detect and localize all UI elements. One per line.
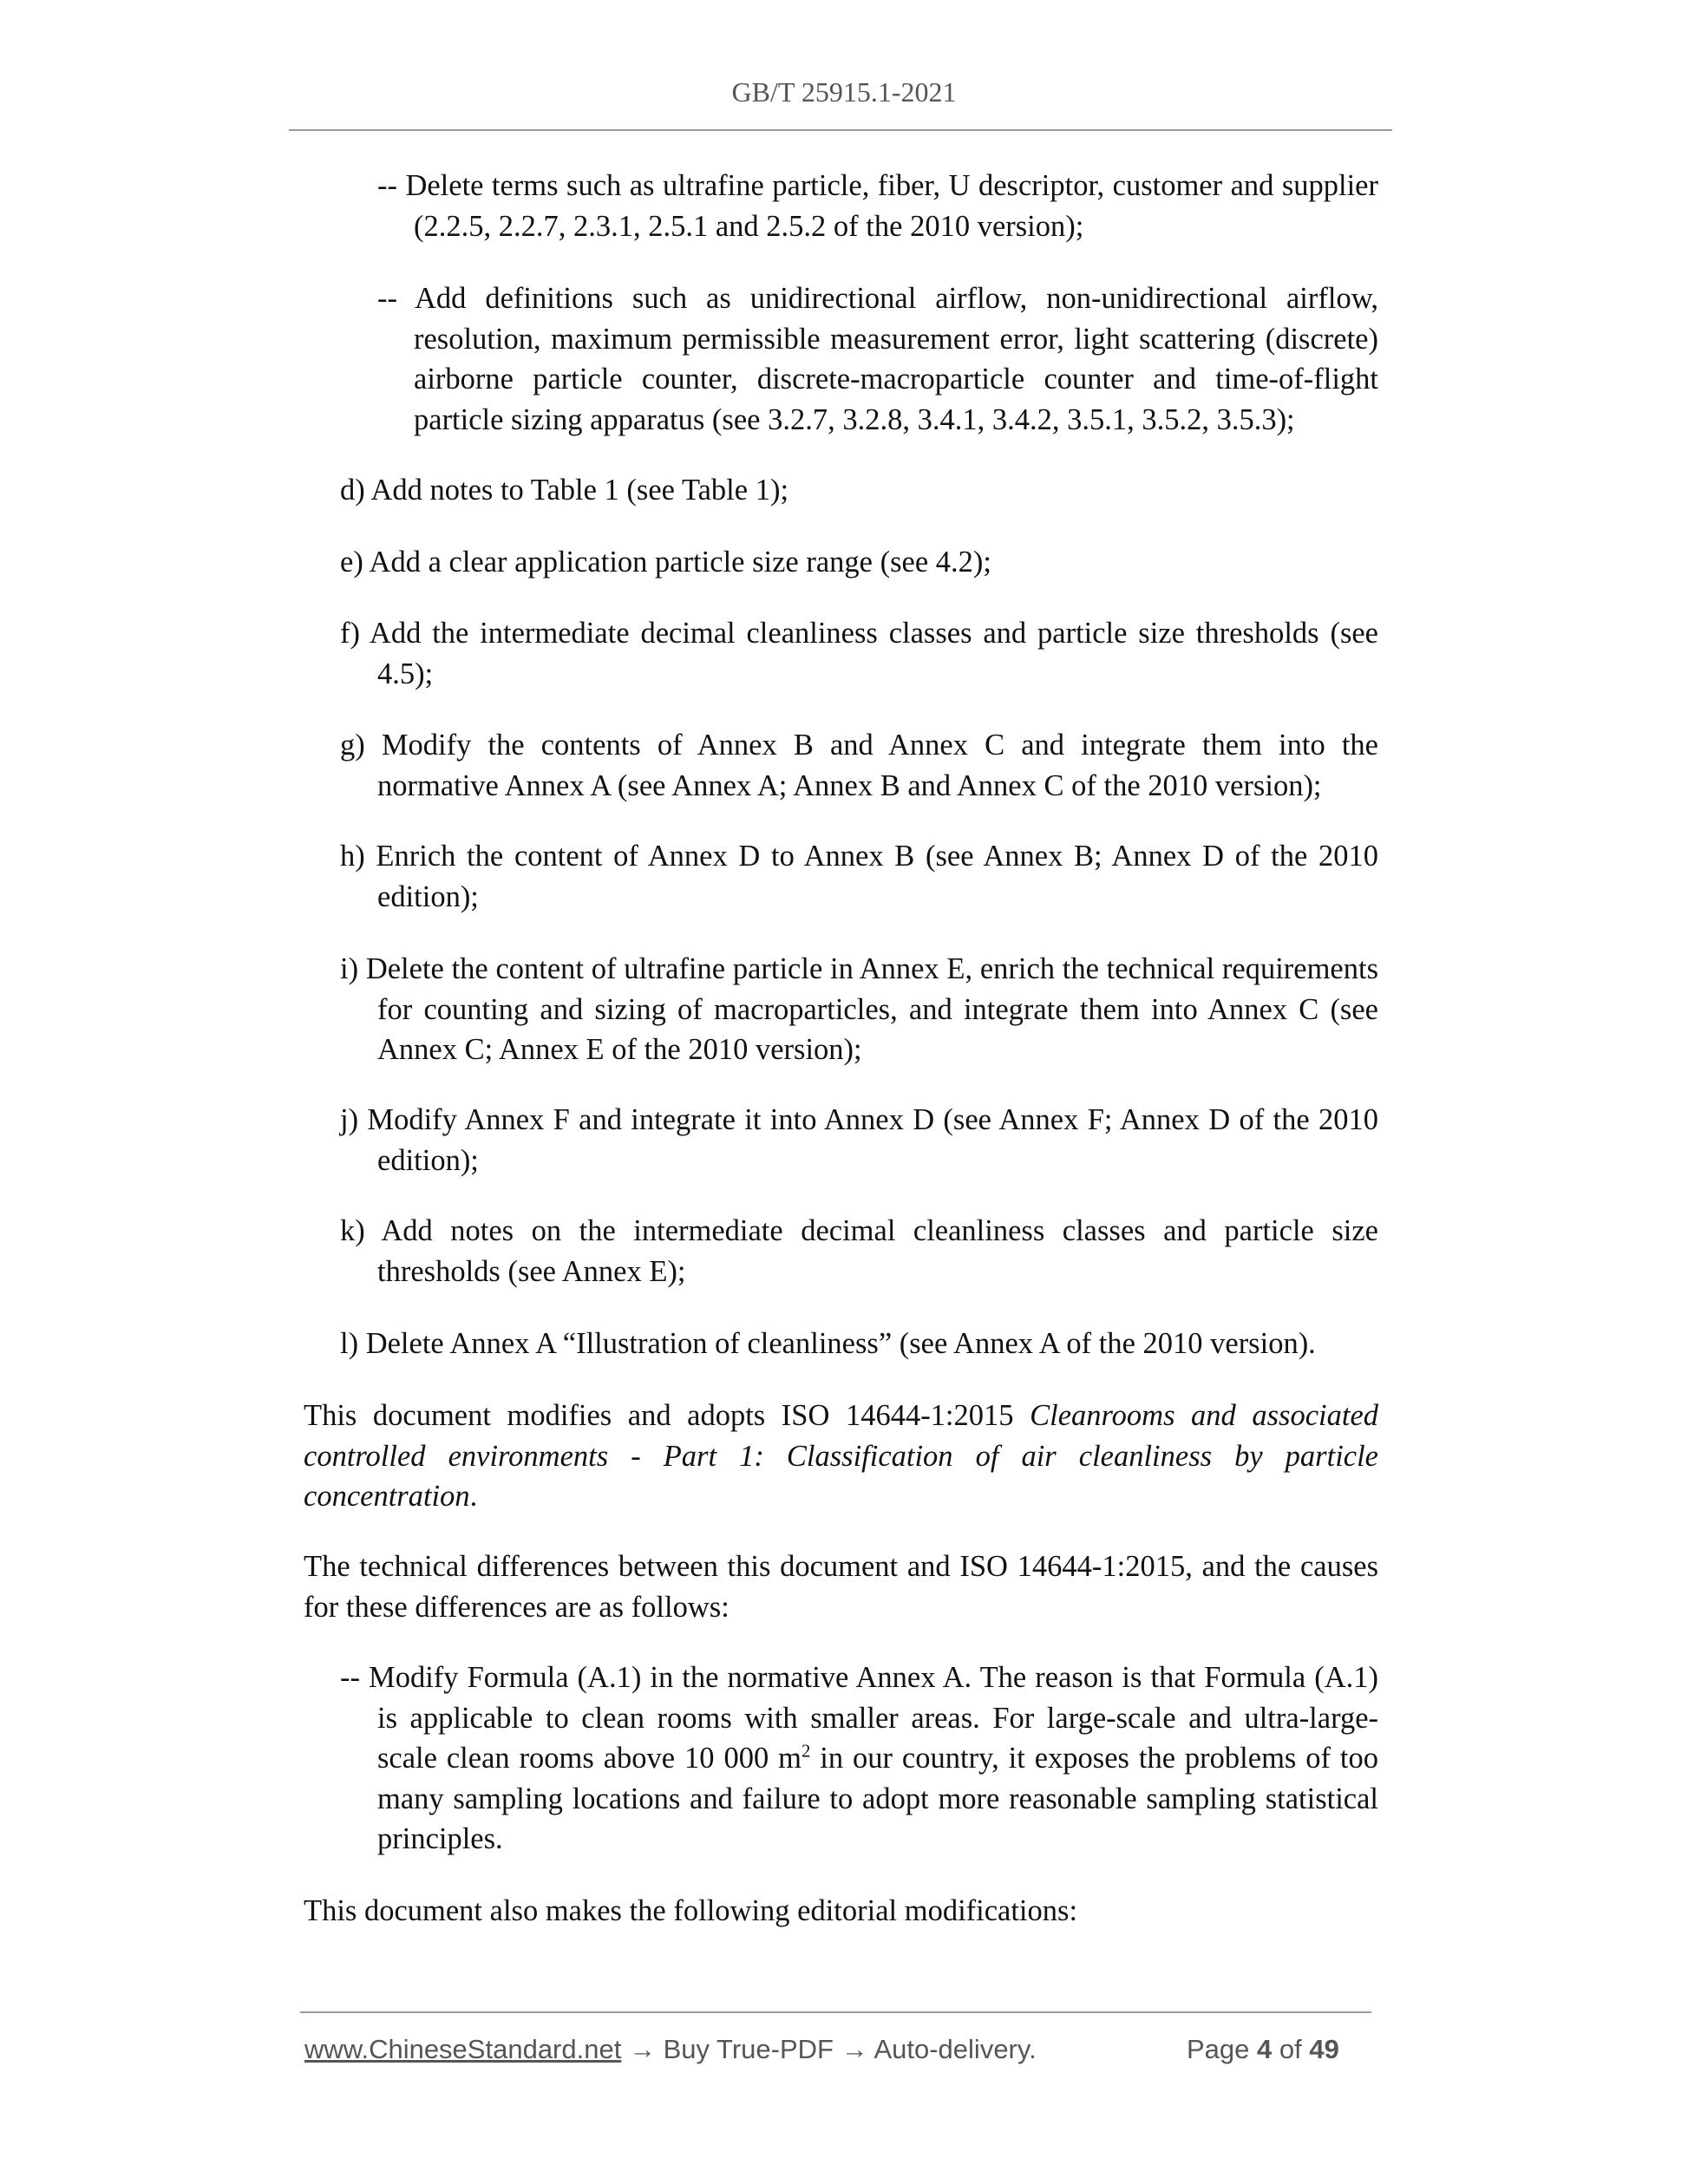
website-link[interactable]: www.ChineseStandard.net <box>304 2034 622 2064</box>
list-item-f: f) Add the intermediate decimal cleanliness classes and particle size thresholds (see 4.5); <box>340 617 1378 690</box>
adoption-suffix: . <box>469 1480 478 1513</box>
arrow-icon: → <box>628 2034 656 2064</box>
list-item-d: d) Add notes to Table 1 (see Table 1); <box>340 474 789 507</box>
adoption-paragraph <box>304 1396 1378 1517</box>
page-label: Page <box>1187 2034 1258 2064</box>
technical-differences-paragraph: The technical differences between this document and ISO 14644-1:2015, and the causes for these differences are as follows: <box>304 1550 1378 1624</box>
buy-text: Buy True-PDF <box>655 2034 841 2064</box>
footer-divider <box>300 2011 1371 2013</box>
list-item-l: l) Delete Annex A “Illustration of cleanliness” (see Annex A of the 2010 version). <box>340 1327 1316 1360</box>
of-label: of <box>1272 2034 1310 2064</box>
page-number: 4 <box>1257 2034 1273 2064</box>
adoption-prefix: This document modifies and adopts ISO 14644-1:2015 <box>304 1399 1030 1432</box>
document-id-header: GB/T 25915.1-2021 <box>731 76 957 108</box>
delivery-text: Auto-delivery. <box>867 2034 1037 2064</box>
formula-text-2: in our country, it exposes the problems of too many sampling locations and failure to adopt more reasonable sampling statistical principles. <box>377 1742 1378 1855</box>
dash-item-modify-formula <box>340 1658 1378 1860</box>
arrow-icon: → <box>841 2034 868 2064</box>
page-total: 49 <box>1309 2034 1339 2064</box>
list-item-h: h) Enrich the content of Annex D to Annex B (see Annex B; Annex D of the 2010 edition); <box>340 840 1378 913</box>
dash-item-delete-terms: -- Delete terms such as ultrafine particle, fiber, U descriptor, customer and supplier (2.2.5, 2.2.7, 2.3.1, 2.5.1 and 2.5.2 of the 2010 version); <box>377 169 1378 243</box>
iso-standard-title: Cleanrooms and associated controlled environments - Part 1: Classification of air cleanliness by particle concentration <box>304 1399 1379 1513</box>
formula-text-1: -- Modify Formula (A.1) in the normative Annex A. The reason is that Formula (A.1) is applicable to clean rooms with smaller areas. For large-scale and ultra-large-scale clean rooms above 10 000 m <box>340 1661 1378 1775</box>
list-item-j: j) Modify Annex F and integrate it into Annex D (see Annex F; Annex D of the 2010 edition); <box>340 1103 1378 1177</box>
list-item-e: e) Add a clear application particle size range (see 4.2); <box>340 546 991 579</box>
page-indicator <box>1187 2034 1339 2065</box>
superscript-2: 2 <box>801 1742 811 1762</box>
list-item-i: i) Delete the content of ultrafine particle in Annex E, enrich the technical requirements for counting and sizing of macroparticles, and integrate them into Annex C (see Annex C; Annex E of the 2010 version); <box>340 952 1378 1066</box>
header-divider <box>289 129 1392 131</box>
editorial-paragraph: This document also makes the following editorial modifications: <box>304 1894 1078 1927</box>
list-item-g: g) Modify the contents of Annex B and Annex C and integrate them into the normative Annex A (see Annex A; Annex B and Annex C of the 2010 version); <box>340 729 1378 802</box>
list-item-k: k) Add notes on the intermediate decimal cleanliness classes and particle size thresholds (see Annex E); <box>340 1214 1378 1288</box>
footer-left <box>304 2034 1037 2065</box>
dash-item-add-definitions: -- Add definitions such as unidirectional airflow, non-unidirectional airflow, resolution, maximum permissible measurement error, light scattering (discrete) airborne particle counter, discrete-macroparticle counter and time-of-flight particle sizing apparatus (see 3.2.7, 3.2.8, 3.4.1, 3.4.2, 3.5.1, 3.5.2, 3.5.3); <box>377 282 1378 436</box>
